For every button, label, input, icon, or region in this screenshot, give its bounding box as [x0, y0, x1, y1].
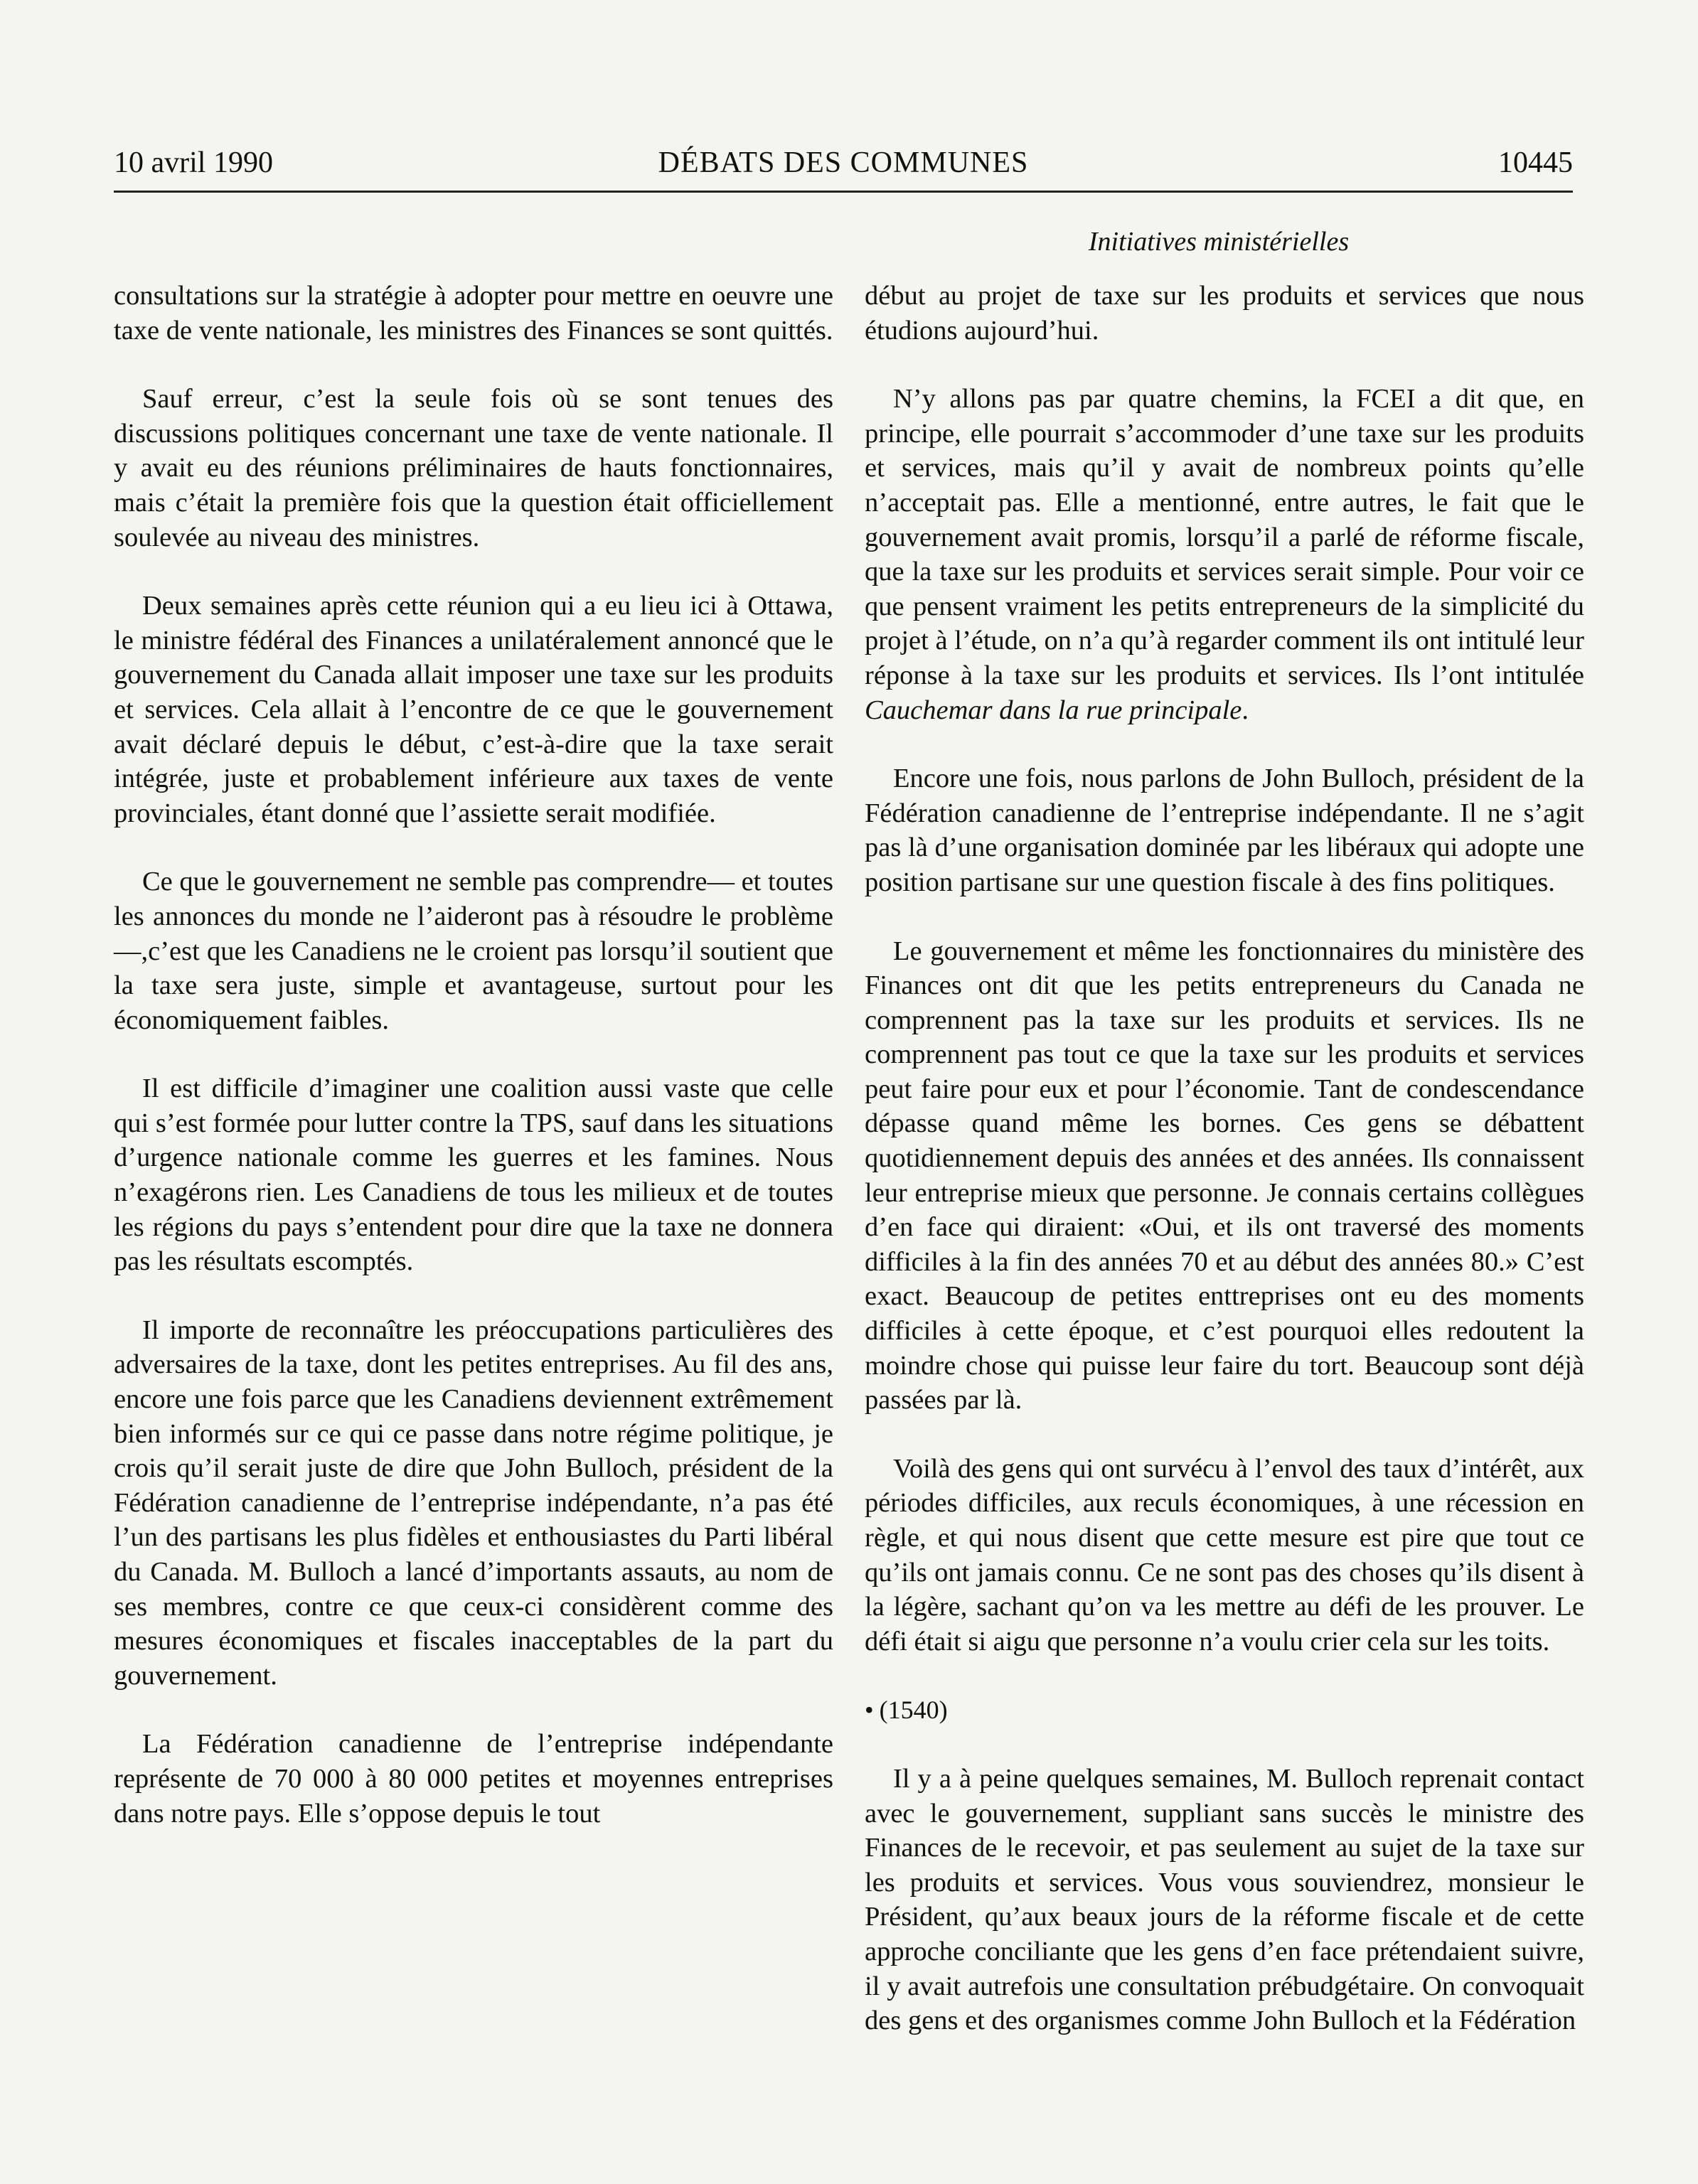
right-column: [865, 279, 1584, 2038]
paragraph: Voilà des gens qui ont survécu à l’envol des taux d’intérêt, aux périodes difficiles, aux reculs économiques, à une récession en règle, et qui nous disent que cette mesure est pire que tout ce qu’ils ont jamais connu. Ce ne sont pas des choses qu’ils disent à la légère, sachant qu’on va les mettre au défi de les prouver. Le défi était si aigu que personne n’a voulu crier cela sur les toits.: [865, 1453, 1584, 1656]
section-rubric: Initiatives ministérielles: [1088, 227, 1350, 257]
paragraph: Il y a à peine quelques semaines, M. Bulloch reprenait contact avec le gouvernement, suppliant sans succès le ministre des Finances de le recevoir, et pas seulement au sujet de la taxe sur les produits et services. Vous vous souviendrez, monsieur le Président, qu’aux beaux jours de la réforme fiscale et de cette approche conciliante que les gens d’en face prétendaient suivre, il y avait autrefois une consultation prébudgétaire. On convoquait des gens et des organismes comme John Bulloch et la Fédération: [865, 1763, 1584, 2036]
header-date: 10 avril 1990: [114, 146, 273, 179]
header-page-number: 10445: [1498, 146, 1573, 179]
paragraph: début au projet de taxe sur les produits et services que nous étudions aujourd’hui.: [865, 281, 1584, 346]
paragraph-end: .: [1242, 695, 1249, 725]
paragraph: Deux semaines après cette réunion qui a eu lieu ici à Ottawa, le ministre fédéral des Finances a unilatéralement annoncé que le gouvernement du Canada allait imposer une taxe sur les produits et services. Cela allait à l’encontre de ce que le gouvernement avait déclaré depuis le début, c’est-à-dire que la taxe serait intégrée, juste et probablement inférieure aux taxes de vente provinciales, étant donné que l’assiette serait modifiée.: [114, 591, 833, 828]
paragraph: Il importe de reconnaître les préoccupations particulières des adversaires de la taxe, dont les petites entreprises. Au fil des ans, encore une fois parce que les Canadiens deviennent extrêmement bien informés sur ce qui ce passe dans notre régime politique, je crois qu’il serait juste de dire que John Bulloch, président de la Fédération canadienne de l’entreprise indépendante, n’a pas été l’un des partisans les plus fidèles et enthousiastes du Parti libéral du Canada. M. Bulloch a lancé d’importants assauts, au nom de ses membres, contre ce que ceux-ci considèrent comme des mesures économiques et fiscales inacceptables de la part du gouvernement.: [114, 1315, 833, 1691]
paragraph-text: N’y allons pas par quatre chemins, la FCEI a dit que, en principe, elle pourrait s’accommoder d’une taxe sur les produits et services, mais qu’il y avait de nombreux points qu’elle n’acceptait pas. Elle a mentionné, entre autres, le fait que le gouvernement avait promis, lorsqu’il a parlé de réforme fiscale, que la taxe sur les produits et services serait simple. Pour voir ce que pensent vraiment les petits entrepreneurs de la simplicité du projet à l’étude, on n’a qu’à regarder comment ils ont intitulé leur réponse à la taxe sur les produits et services. Ils l’ont intitulée: [865, 384, 1584, 690]
header-title: DÉBATS DES COMMUNES: [658, 146, 1029, 179]
paragraph: consultations sur la stratégie à adopter pour mettre en oeuvre une taxe de vente nationale, les ministres des Finances se sont quittés.: [114, 281, 833, 346]
paragraph: La Fédération canadienne de l’entreprise indépendante représente de 70 000 à 80 000 petites et moyennes entreprises dans notre pays. Elle s’oppose depuis le tout: [114, 1729, 833, 1829]
bullet-icon: •: [865, 1696, 874, 1725]
report-title: Cauchemar dans la rue principale: [865, 695, 1242, 725]
paragraph: [865, 382, 1584, 727]
page-header: [114, 146, 1573, 188]
left-column: [114, 279, 833, 1831]
time-stamp: (1540): [879, 1696, 948, 1725]
paragraph: Il est difficile d’imaginer une coalition aussi vaste que celle qui s’est formée pour lutter contre la TPS, sauf dans les situations d’urgence nationale comme les guerres et les famines. Nous n’exagérons rien. Les Canadiens de tous les milieux et de toutes les régions du pays s’entendent pour dire que la taxe ne donnera pas les résultats escomptés.: [114, 1074, 833, 1277]
paragraph: Encore une fois, nous parlons de John Bulloch, président de la Fédération canadienne de l’entreprise indépendante. Il ne s’agit pas là d’une organisation dominée par les libéraux qui adopte une position partisane sur une question fiscale à des fins politiques.: [865, 764, 1584, 897]
header-rule: [114, 191, 1573, 193]
paragraph: Le gouvernement et même les fonctionnaires du ministère des Finances ont dit que les petits entrepreneurs du Canada ne comprennent pas la taxe sur les produits et services. Ils ne comprennent pas tout ce que la taxe sur les produits et services peut faire pour eux et pour l’économie. Tant de condescendance dépasse quand même les bornes. Ces gens se débattent quotidiennement depuis des années et des années. Ils connaissent leur entreprise mieux que personne. Je connais certains collègues d’en face qui diraient: «Oui, et ils ont traversé des moments difficiles à la fin des années 70 et au début des années 80.» C’est exact. Beaucoup de petites enttreprises ont eu des moments difficiles à cette époque, et c’est pourquoi elles redoutent la moindre chose qui puisse leur faire du tort. Beaucoup sont déjà passées par là.: [865, 936, 1584, 1415]
paragraph: Ce que le gouvernement ne semble pas comprendre— et toutes les annonces du monde ne l’aideront pas à résoudre le problème—,c’est que les Canadiens ne le croient pas lorsqu’il soutient que la taxe sera juste, simple et avantageuse, surtout pour les économiquement faibles.: [114, 867, 833, 1035]
paragraph: Sauf erreur, c’est la seule fois où se sont tenues des discussions politiques concernant une taxe de vente nationale. Il y avait eu des réunions préliminaires de hauts fonctionnaires, mais c’était la première fois que la question était officiellement soulevée au niveau des ministres.: [114, 384, 833, 552]
time-marker: [865, 1693, 1584, 1728]
